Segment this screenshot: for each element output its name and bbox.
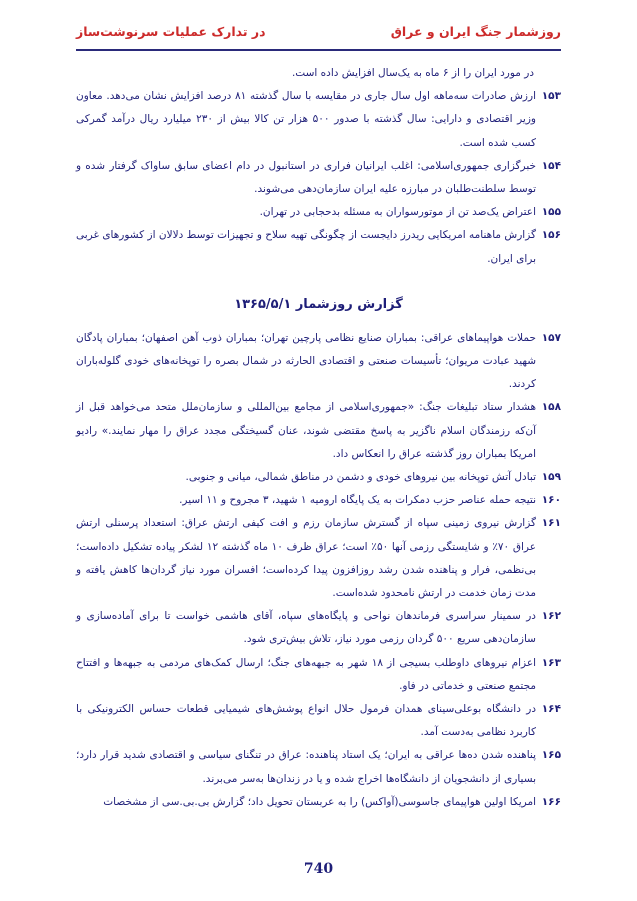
entry-item bbox=[76, 489, 561, 512]
entry-number: ۱۵۳ bbox=[541, 90, 561, 103]
running-header bbox=[76, 20, 561, 42]
entry-text: گزارش ماهنامه امریکایی ریدرز دایجست از چگونگی تهیه سلاح و تجهیزات توسط دلالان از کشورهای غربی برای ایران. bbox=[76, 229, 536, 265]
entry-number: ۱۶۱ bbox=[541, 517, 561, 530]
section-title: گزارش روزشمار ۱۳۶۵/۵/۱ bbox=[234, 296, 403, 312]
entry-item bbox=[76, 396, 561, 466]
volume-subtitle: در تدارک عملیات سرنوشت‌ساز bbox=[76, 23, 266, 39]
entry-number: ۱۵۴ bbox=[541, 159, 561, 172]
page-body bbox=[76, 62, 561, 814]
entry-item bbox=[76, 85, 561, 155]
continuation-paragraph: در مورد ایران را از ۶ ماه به یک‌سال افزایش داده است. bbox=[291, 67, 534, 79]
entry-text: اعتراض یک‌صد تن از موتورسواران به مسئله بدحجابی در تهران. bbox=[259, 206, 536, 219]
entry-text: حملات هواپیماهای عراقی: بمباران صنایع نظامی پارچین تهران؛ بمباران ذوب آهن اصفهان؛ بمباران پادگان شهید عبادت مریوان؛ تأسیسات صنعتی و اقتصادی الحارثه در شمال بصره را توپخانه‌های خودی گلوله‌باران کردند. bbox=[76, 331, 536, 391]
entry-item bbox=[76, 201, 561, 224]
entry-item bbox=[76, 466, 561, 489]
entry-text: خبرگزاری جمهوری‌اسلامی: اغلب ایرانیان فراری در استانبول در دام اعضای سابق ساواک گرفتار شده و توسط سلطنت‌طلبان در مبارزه علیه ایران سازمان‌دهی می‌شوند. bbox=[76, 159, 536, 196]
entry-number: ۱۶۵ bbox=[541, 749, 561, 762]
entry-number: ۱۵۸ bbox=[541, 401, 561, 414]
entry-number: ۱۶۶ bbox=[541, 795, 561, 808]
entry-number: ۱۶۰ bbox=[541, 494, 561, 507]
entry-item bbox=[76, 791, 561, 814]
entry-item bbox=[76, 698, 561, 744]
entry-text: پناهنده شدن ده‌ها عراقی به ایران؛ یک استاد پناهنده: عراق در تنگنای سیاسی و اقتصادی شدید قرار دارد؛ بسیاری از دانشجویان از دانشگاه‌ها اخراج شده و یا در زندان‌ها به‌سر می‌برند. bbox=[76, 749, 536, 785]
entry-number: ۱۶۲ bbox=[541, 610, 561, 623]
entry-text: تبادل آتش توپخانه بین نیروهای خودی و دشمن در مناطق شمالی، میانی و جنوبی. bbox=[185, 471, 536, 484]
entries-after-section bbox=[76, 327, 561, 814]
entry-text: در سمینار سراسری فرماندهان نواحی و پایگاه‌های سپاه، آقای هاشمی خواست تا برای آماده‌سازی و سازمان‌دهی سریع ۵۰۰ گردان رزمی مورد نیاز، تلاش بیش‌تری شود. bbox=[76, 610, 536, 646]
entry-text: اعزام نیروهای داوطلب بسیجی از ۱۸ شهر به جبهه‌های جنگ؛ ارسال کمک‌های مردمی به جبهه‌ها و افتتاح مجتمع صنعتی و خدماتی در فاو. bbox=[76, 656, 536, 692]
entry-number: ۱۶۳ bbox=[541, 656, 561, 669]
page-number: 740 bbox=[303, 861, 334, 877]
entries-before-section bbox=[76, 85, 561, 271]
entry-number: ۱۵۹ bbox=[541, 471, 561, 484]
entry-item bbox=[76, 512, 561, 605]
entry-item bbox=[76, 327, 561, 397]
entry-text: هشدار ستاد تبلیغات جنگ: «جمهوری‌اسلامی از مجامع بین‌المللی و سازمان‌ملل متحد می‌خواهد قبل از آن‌که رزمندگان اسلام ناگزیر به پاسخ مقتضی شوند، عنان گسیختگی مجدد عراق را مهار نمایند.» رادیو امریکا بمباران روز گذشته عراق را انعکاس داد. bbox=[76, 401, 536, 460]
entry-item bbox=[76, 224, 561, 270]
entry-item bbox=[76, 652, 561, 698]
entry-number: ۱۵۵ bbox=[541, 206, 561, 219]
entry-text: امریکا اولین هواپیمای جاسوسی(آواکس) را به عربستان تحویل داد؛ گزارش بی.بی.سی از مشخصات bbox=[103, 795, 536, 808]
entry-item bbox=[76, 605, 561, 651]
entry-item bbox=[76, 744, 561, 790]
entry-text: گزارش نیروی زمینی سپاه از گسترش سازمان رزم و افت کیفی ارتش عراق: استعداد پرسنلی ارتش عراق ۷۰٪ و شایستگی رزمی آنها ۵۰٪ است؛ عراق ظرف ۱۰ ماه گذشته ۱۲ لشکر پیاده تشکیل داده‌است؛ بی‌نظمی، فرار و پناهنده شدن رشد روزافزون پیدا کرده‌است؛ افسران مورد نیاز گردان‌ها کاهش یافته و مدت زمان خدمت در ارتش نامحدود شده‌است. bbox=[76, 517, 536, 600]
entry-number: ۱۵۶ bbox=[541, 229, 561, 242]
entry-number: ۱۵۷ bbox=[541, 331, 561, 344]
entry-number: ۱۶۴ bbox=[541, 703, 561, 716]
entry-text: در دانشگاه بوعلی‌سینای همدان فرمول حلال انواع پوشش‌های شیمیایی قطعات حساس الکترونیکی با کاربرد نظامی به‌دست آمد. bbox=[76, 703, 536, 739]
header-rule bbox=[76, 49, 561, 51]
book-title: روزشمار جنگ ایران و عراق bbox=[390, 23, 561, 39]
entry-text: ارزش صادرات سه‌ماهه اول سال جاری در مقایسه با سال گذشته ۸۱ درصد افزایش نشان می‌دهد. معاون وزیر اقتصادی و دارایی: سال گذشته با صدور ۵۰۰ هزار تن کالا بیش از ۲۳۰ میلیارد ریال درآمد گمرکی کسب شده است. bbox=[76, 90, 536, 149]
entry-text: نتیجه حمله عناصر حزب دمکرات به یک پایگاه ارومیه ۱ شهید، ۳ مجروح و ۱۱ اسیر. bbox=[179, 494, 536, 507]
entry-item bbox=[76, 155, 561, 201]
